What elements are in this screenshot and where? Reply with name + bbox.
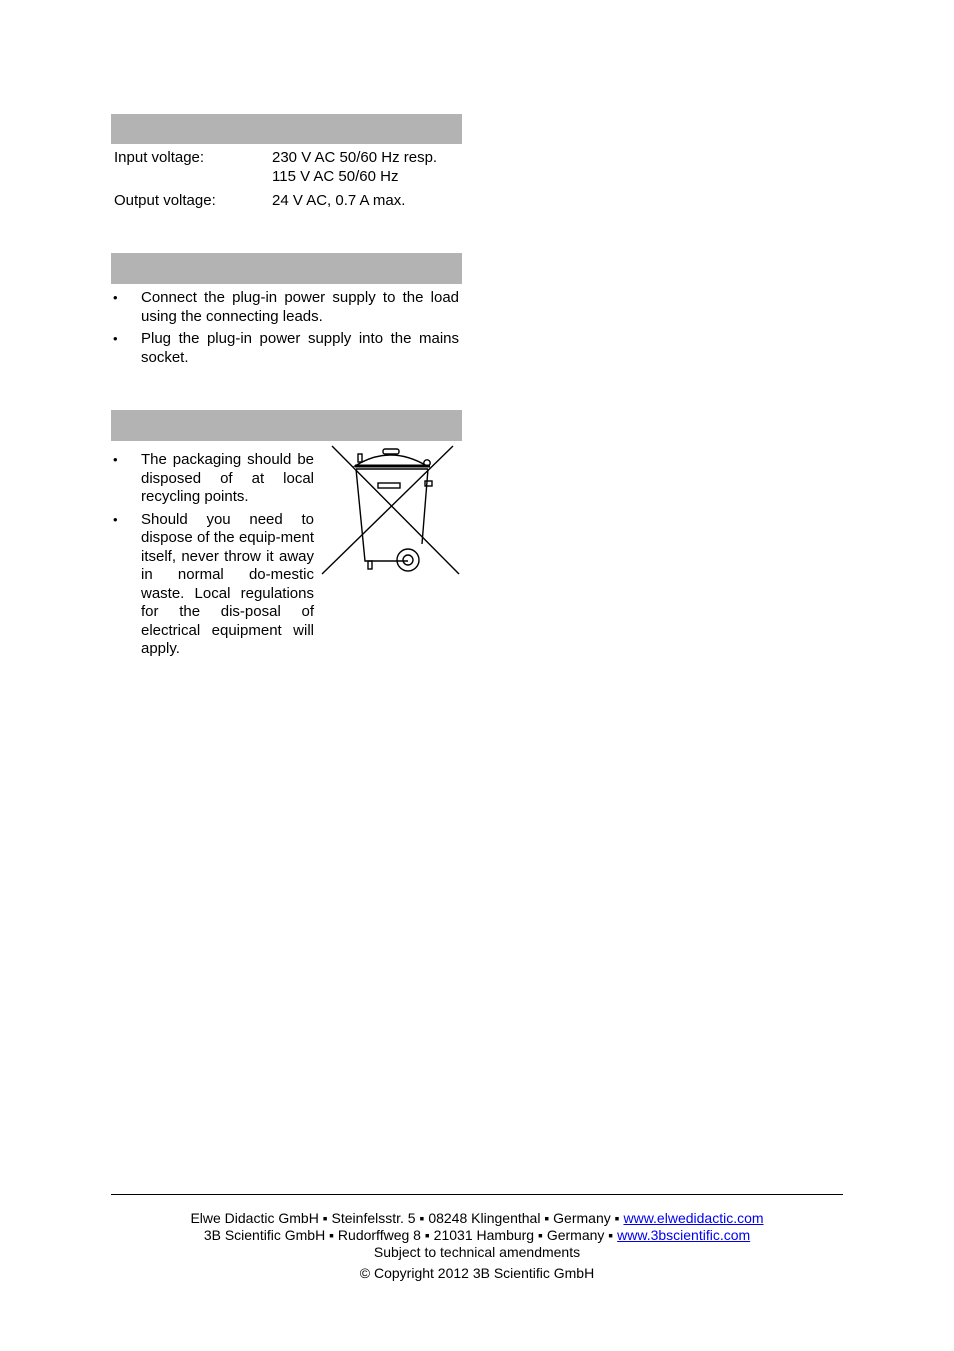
section-header-bar-disposal <box>111 410 462 441</box>
list-item: • Plug the plug-in power supply into the mains socket. <box>111 330 459 367</box>
footer-copyright: © Copyright 2012 3B Scientific GmbH <box>359 1265 595 1281</box>
spec-label-input-voltage: Input voltage: <box>114 149 205 166</box>
crossed-out-wheelie-bin-icon <box>320 444 462 578</box>
footer-address-3b <box>111 1227 843 1244</box>
link-3bscientific[interactable]: www.3bscientific.com <box>617 1227 751 1243</box>
footer-divider <box>111 1194 843 1195</box>
section-header-bar-operation <box>111 253 462 284</box>
spec-value-input-voltage-2: 115 V AC 50/60 Hz <box>272 168 399 185</box>
footer-address-elwe <box>111 1210 843 1227</box>
footer-address-elwe-text: Elwe Didactic GmbH ▪ Steinfelsstr. 5 ▪ 08248 Klingenthal ▪ Germany ▪ <box>190 1210 624 1226</box>
list-item: • The packaging should be disposed of at local recycling points. <box>111 451 314 507</box>
operation-list <box>111 289 459 371</box>
footer-amendments: Subject to technical amendments <box>373 1244 581 1260</box>
spec-label-output-voltage: Output voltage: <box>114 192 216 209</box>
list-item: • Connect the plug-in power supply to the load using the connecting leads. <box>111 289 459 326</box>
list-item: • Should you need to dispose of the equip-ment itself, never throw it away in normal do-mestic waste. Local regulations for the dis-posal of electrical equipment will apply. <box>111 511 314 659</box>
section-header-bar-technical-data <box>111 114 462 144</box>
link-elwedidactic[interactable]: www.elwedidactic.com <box>623 1210 764 1226</box>
footer-address-3b-text: 3B Scientific GmbH ▪ Rudorffweg 8 ▪ 21031 Hamburg ▪ Germany ▪ <box>203 1227 618 1243</box>
disposal-list <box>111 451 314 663</box>
spec-value-input-voltage-1: 230 V AC 50/60 Hz resp. <box>272 149 438 166</box>
spec-value-output-voltage: 24 V AC, 0.7 A max. <box>272 192 406 209</box>
